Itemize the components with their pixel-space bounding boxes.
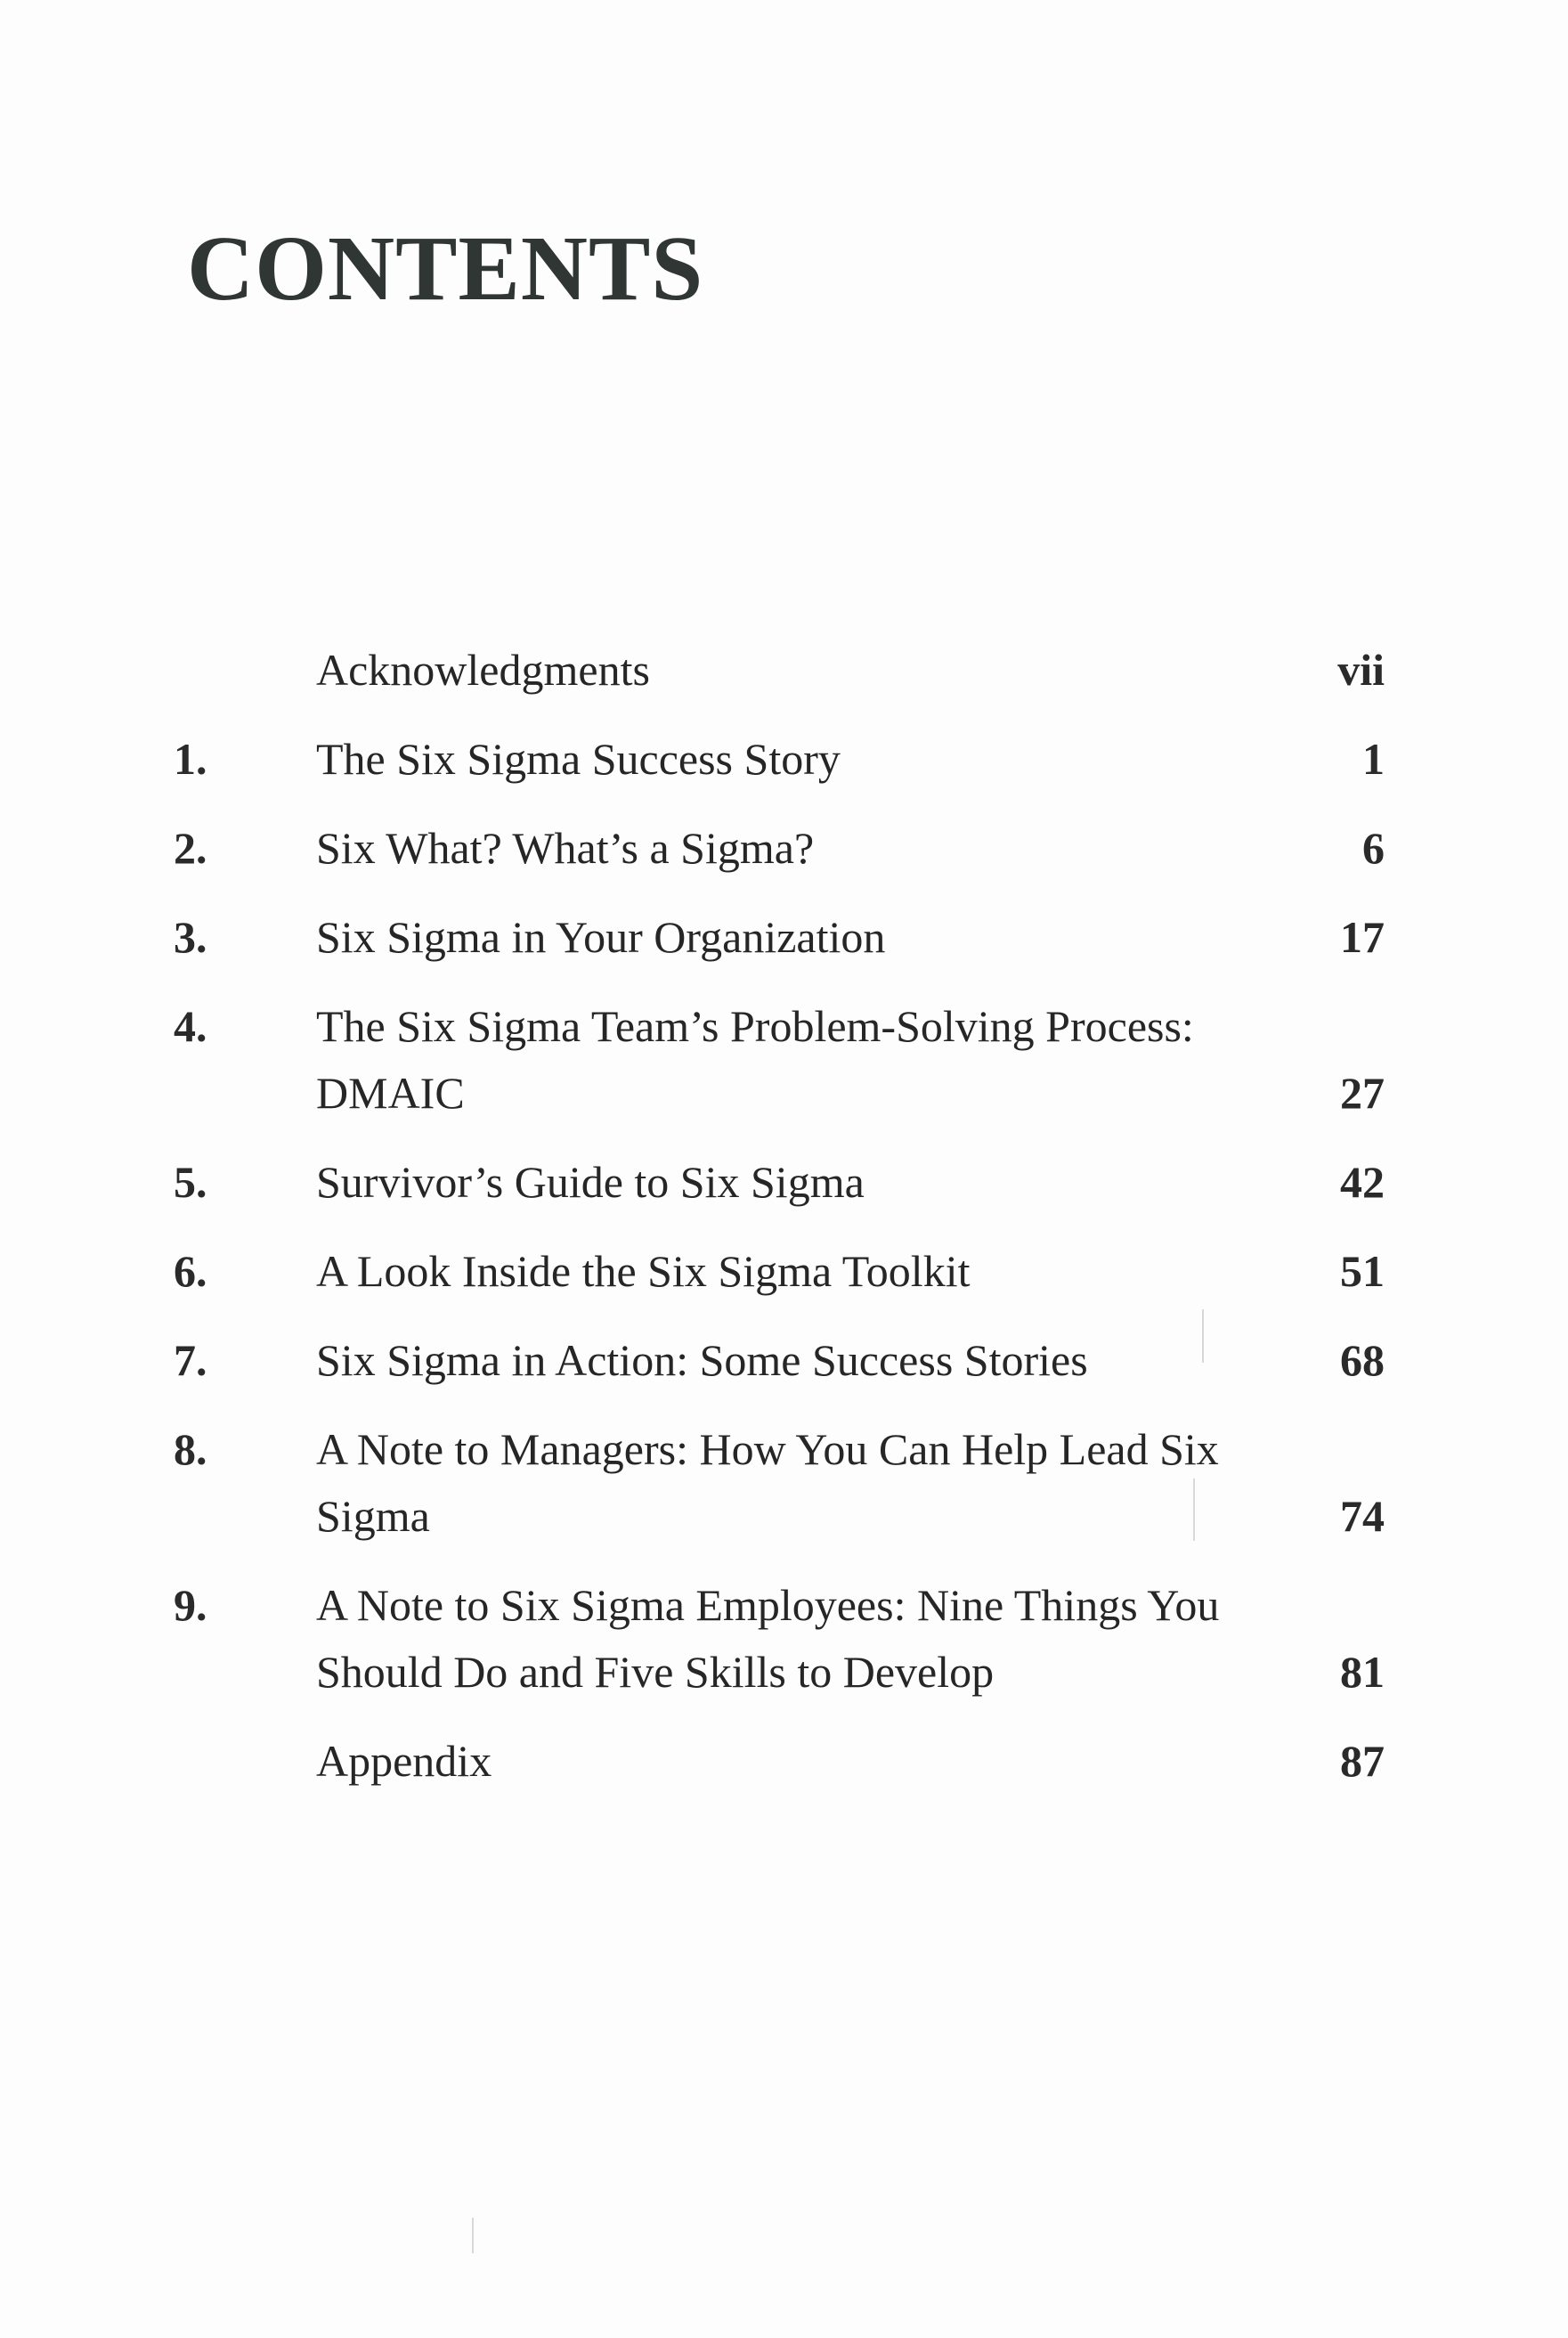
scan-artifact	[1193, 1479, 1195, 1541]
entry-page-number: 1	[1362, 734, 1385, 784]
toc-entry-chapter-1	[174, 726, 1385, 793]
entry-page-number: vii	[1337, 645, 1385, 695]
entry-page-number: 17	[1340, 912, 1385, 962]
entry-title: A Note to Managers: How You Can Help Lead Six Sigma	[316, 1424, 1219, 1541]
entry-title: Acknowledgments	[316, 645, 650, 695]
toc-entry-chapter-5	[174, 1149, 1385, 1216]
entry-title: Survivor’s Guide to Six Sigma	[316, 1157, 865, 1207]
entry-page-number: 87	[1340, 1736, 1385, 1786]
table-of-contents	[174, 637, 1385, 1817]
entry-title: Six Sigma in Action: Some Success Stories	[316, 1335, 1088, 1385]
toc-entry-appendix	[174, 1728, 1385, 1795]
entry-number: 3.	[174, 912, 207, 962]
entry-page-number: 51	[1340, 1246, 1385, 1296]
entry-number: 6.	[174, 1246, 207, 1296]
toc-entry-chapter-9	[174, 1572, 1385, 1706]
entry-page-number: 27	[1340, 1068, 1385, 1118]
entry-number: 7.	[174, 1335, 207, 1385]
entry-title: Six What? What’s a Sigma?	[316, 823, 815, 873]
entry-number: 8.	[174, 1424, 207, 1474]
toc-entry-chapter-2	[174, 815, 1385, 882]
entry-page-number: 42	[1340, 1157, 1385, 1207]
entry-title: A Note to Six Sigma Employees: Nine Things You Should Do and Five Skills to Develop	[316, 1580, 1220, 1697]
entry-page-number: 74	[1340, 1491, 1385, 1541]
toc-entry-acknowledgments	[174, 637, 1385, 704]
entry-number: 9.	[174, 1580, 207, 1630]
scan-artifact	[472, 2218, 474, 2253]
entry-page-number: 68	[1340, 1335, 1385, 1385]
entry-page-number: 81	[1340, 1647, 1385, 1697]
entry-page-number: 6	[1362, 823, 1385, 873]
entry-title: Six Sigma in Your Organization	[316, 912, 886, 962]
entry-number: 5.	[174, 1157, 207, 1207]
entry-title: The Six Sigma Team’s Problem-Solving Process: DMAIC	[316, 1001, 1194, 1118]
toc-entry-chapter-4	[174, 993, 1385, 1127]
entry-number: 1.	[174, 734, 207, 784]
toc-entry-chapter-6	[174, 1238, 1385, 1305]
entry-title: A Look Inside the Six Sigma Toolkit	[316, 1246, 971, 1296]
scan-artifact	[1202, 1309, 1204, 1363]
entry-title: The Six Sigma Success Story	[316, 734, 841, 784]
toc-entry-chapter-8	[174, 1416, 1385, 1550]
entry-number: 2.	[174, 823, 207, 873]
page-title: CONTENTS	[187, 217, 704, 320]
entry-title: Appendix	[316, 1736, 492, 1786]
toc-entry-chapter-3	[174, 904, 1385, 971]
entry-number: 4.	[174, 1001, 207, 1051]
